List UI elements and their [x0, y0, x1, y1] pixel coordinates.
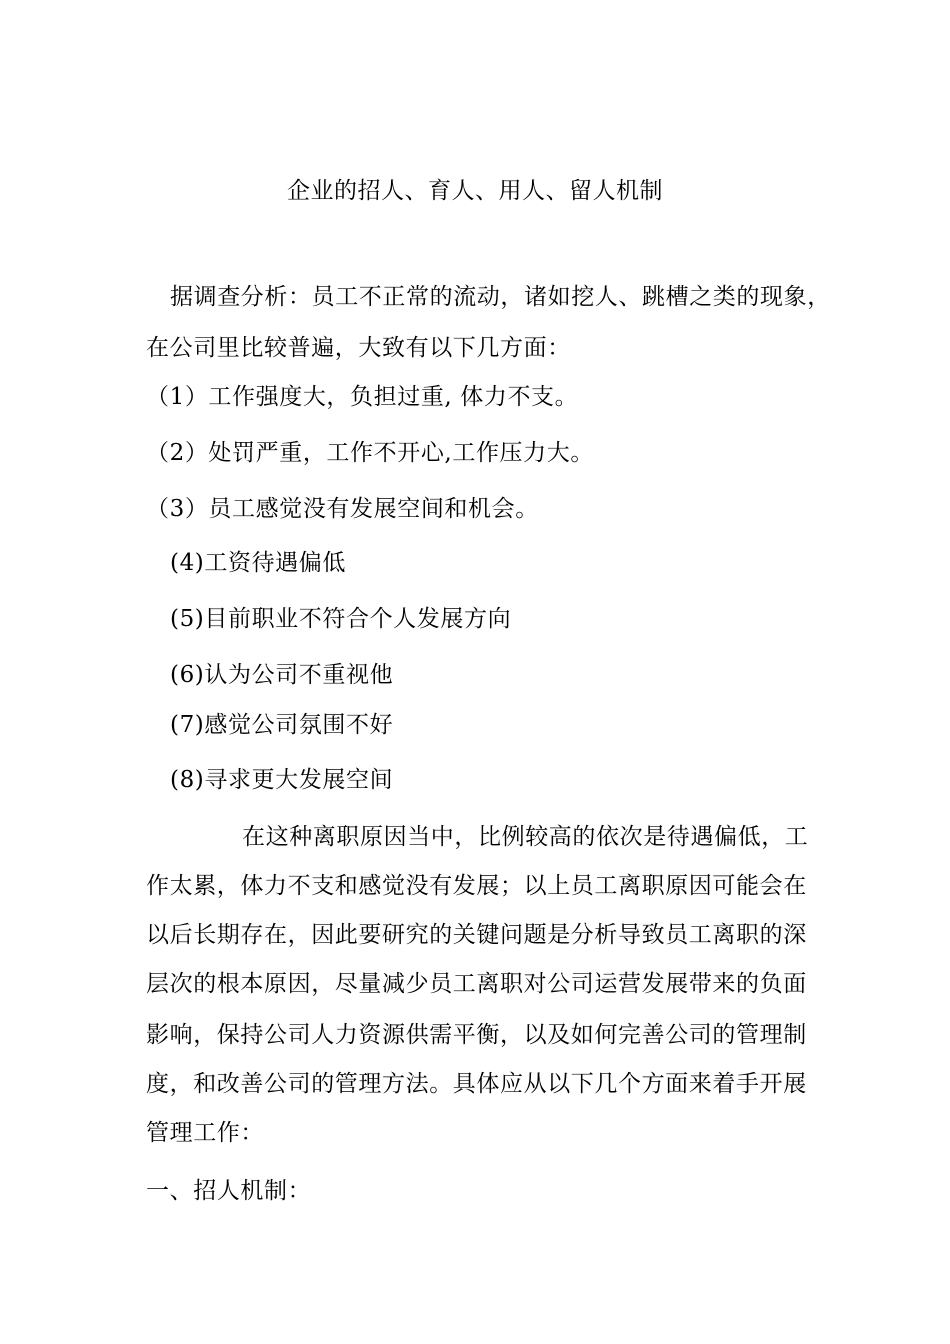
analysis-line-1: 在这种离职原因当中，比例较高的依次是待遇偏低，工: [242, 824, 809, 850]
section-heading-recruitment: 一、招人机制：: [146, 1178, 312, 1204]
analysis-line-7: 管理工作：: [146, 1120, 264, 1146]
document-title: 企业的招人、育人、用人、留人机制: [287, 178, 663, 204]
reason-item-2: （2）处罚严重，工作不开心,工作压力大。: [146, 440, 594, 466]
analysis-line-5: 影响，保持公司人力资源供需平衡，以及如何完善公司的管理制: [146, 1022, 807, 1048]
reason-item-3: （3）员工感觉没有发展空间和机会。: [146, 496, 539, 522]
reason-item-8: (8)寻求更大发展空间: [170, 767, 394, 793]
reason-item-5: (5)目前职业不符合个人发展方向: [170, 606, 512, 632]
reason-item-1: （1）工作强度大，负担过重, 体力不支。: [146, 384, 579, 410]
reason-item-6: (6)认为公司不重视他: [170, 662, 394, 688]
reason-item-4: (4)工资待遇偏低: [170, 550, 346, 576]
analysis-line-4: 层次的根本原因，尽量减少员工离职对公司运营发展带来的负面: [146, 971, 807, 997]
analysis-line-3: 以后长期存在，因此要研究的关键问题是分析导致员工离职的深: [146, 922, 807, 948]
analysis-line-2: 作太累，体力不支和感觉没有发展；以上员工离职原因可能会在: [146, 873, 807, 899]
analysis-line-6: 度，和改善公司的管理方法。具体应从以下几个方面来着手开展: [146, 1071, 807, 1097]
intro-line-2: 在公司里比较普遍，大致有以下几方面：: [146, 335, 571, 361]
reason-item-7: (7)感觉公司氛围不好: [170, 712, 394, 738]
intro-line-1: 据调查分析：员工不正常的流动，诸如挖人、跳槽之类的现象，: [170, 284, 831, 310]
